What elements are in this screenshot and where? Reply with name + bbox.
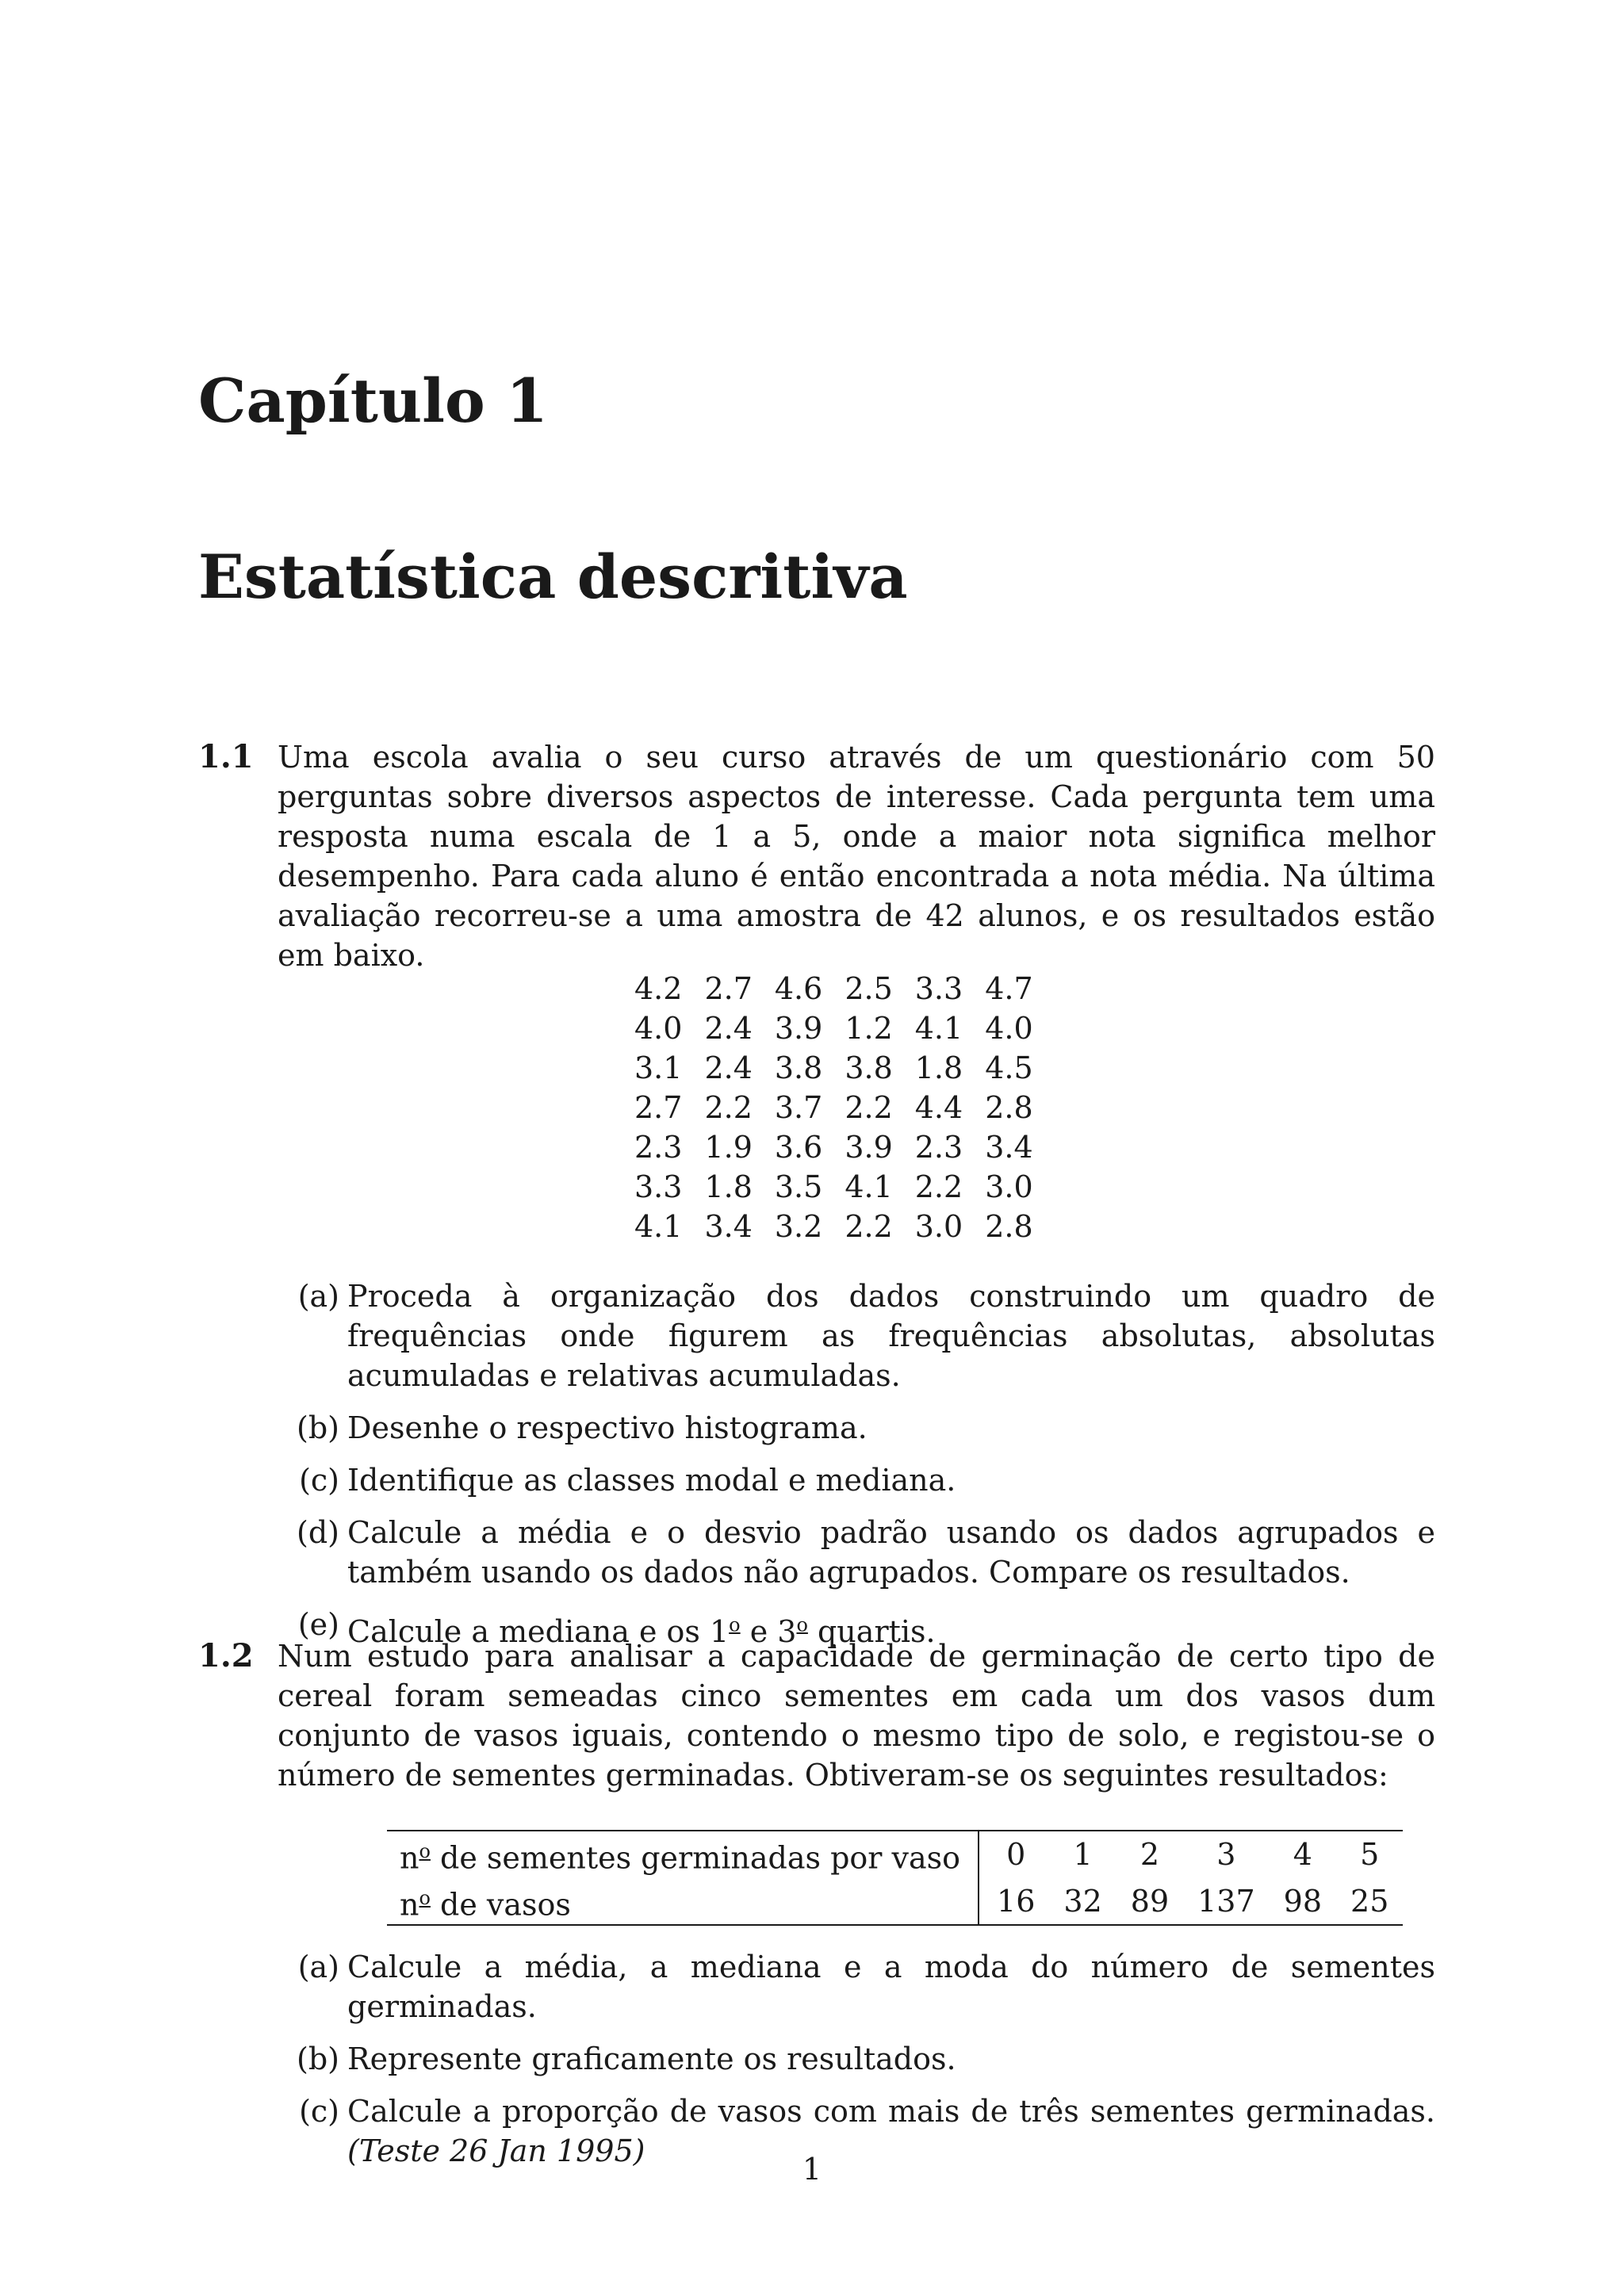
table-cell: 4 bbox=[1293, 1837, 1312, 1873]
table-cell: 2.4 bbox=[704, 1050, 753, 1085]
table-cell: 32 bbox=[1063, 1883, 1102, 1919]
problem-text: Num estudo para analisar a capacidade de germinação de certo tipo de cereal foram semeadas cinco sementes em cada um dos vasos dum conjunto de vasos iguais, contendo o mesmo tipo de solo, e registou-se o número de sementes germinadas. Obtiveram-se os seguintes resultados: bbox=[278, 1639, 1435, 1793]
table-cell: 2 bbox=[1139, 1837, 1160, 1873]
table-cell: 4.1 bbox=[845, 1169, 893, 1204]
table-cell: 2.2 bbox=[914, 1169, 963, 1204]
problem-1-1 bbox=[198, 737, 1435, 975]
table-cell: 4.1 bbox=[634, 1209, 683, 1244]
seed-table bbox=[387, 1830, 1403, 1926]
table-cell: 3.2 bbox=[774, 1209, 823, 1244]
page-number: 1 bbox=[802, 2152, 822, 2187]
item-text: Represente graficamente os resultados. bbox=[347, 2042, 956, 2076]
list-item bbox=[285, 1947, 1435, 2026]
item-label: (b) bbox=[297, 2042, 339, 2076]
row-label-part: de vasos bbox=[430, 1887, 571, 1923]
table-cell: 4.7 bbox=[985, 971, 1033, 1006]
table-cell: 3.8 bbox=[845, 1050, 893, 1085]
row-label bbox=[387, 1831, 979, 1878]
table-cell: 3.4 bbox=[985, 1130, 1033, 1165]
item-text-part: e 3 bbox=[740, 1613, 797, 1649]
table-cell: 4.1 bbox=[914, 1011, 963, 1046]
table-row bbox=[387, 1878, 1403, 1926]
table-cell: 4.0 bbox=[985, 1011, 1033, 1046]
list-item bbox=[285, 1276, 1435, 1395]
item-label: (e) bbox=[297, 1607, 339, 1642]
table-cell: 3.6 bbox=[774, 1130, 823, 1165]
table-cell: 2.2 bbox=[845, 1090, 893, 1125]
table-row bbox=[623, 1207, 1044, 1246]
table-cell: 2.7 bbox=[634, 1090, 683, 1125]
item-label: (a) bbox=[297, 1950, 339, 1984]
item-text: Calcule a proporção de vasos com mais de três sementes germinadas. bbox=[347, 2094, 1435, 2129]
table-cell: 137 bbox=[1197, 1883, 1255, 1919]
item-text-part: quartis. bbox=[807, 1613, 936, 1649]
table-row bbox=[623, 1088, 1044, 1127]
citation: (Teste 26 Jan 1995) bbox=[347, 2133, 645, 2168]
chapter-label: Capítulo 1 bbox=[198, 365, 549, 436]
item-text-part: Calcule a mediana e os 1 bbox=[347, 1613, 730, 1649]
item-text: Identifique as classes modal e mediana. bbox=[347, 1463, 956, 1498]
table-cell: 4.4 bbox=[914, 1090, 963, 1125]
item-text: Calcule a média, a mediana e a moda do número de sementes germinadas. bbox=[347, 1950, 1435, 2024]
table-cell: 4.6 bbox=[774, 971, 823, 1006]
table-cell: 3.9 bbox=[774, 1011, 823, 1046]
table-cell: 2.7 bbox=[704, 971, 753, 1006]
table-cell: 4.5 bbox=[985, 1050, 1033, 1085]
table-cell: 3.4 bbox=[704, 1209, 753, 1244]
table-cell: 3.1 bbox=[634, 1050, 683, 1085]
ordinal-sup: o bbox=[419, 1840, 431, 1862]
problem-1-1-items bbox=[285, 1276, 1435, 1664]
problem-number: 1.2 bbox=[198, 1637, 254, 1674]
data-table bbox=[623, 969, 1044, 1246]
table-cell: 2.3 bbox=[634, 1130, 683, 1165]
item-label: (a) bbox=[297, 1279, 339, 1314]
table-cell: 98 bbox=[1283, 1883, 1323, 1919]
table-cell: 2.2 bbox=[704, 1090, 753, 1125]
table-cell: 16 bbox=[997, 1883, 1036, 1919]
item-text: Calcule a média e o desvio padrão usando os dados agrupados e também usando os dados não agrupados. Compare os resultados. bbox=[347, 1515, 1435, 1590]
row-label bbox=[387, 1878, 979, 1926]
table-cell: 3.0 bbox=[914, 1209, 963, 1244]
item-label: (c) bbox=[299, 2094, 339, 2129]
list-item bbox=[285, 1460, 1435, 1500]
table-cell: 2.2 bbox=[845, 1209, 893, 1244]
row-label-part: de sementes germinadas por vaso bbox=[430, 1840, 961, 1876]
table-row bbox=[623, 1127, 1044, 1167]
table-cell: 3.5 bbox=[774, 1169, 823, 1204]
table-cell: 3.7 bbox=[774, 1090, 823, 1125]
problem-1-2 bbox=[198, 1636, 1435, 1795]
table-cell: 2.8 bbox=[985, 1090, 1033, 1125]
row-label-part: n bbox=[400, 1840, 419, 1876]
ordinal-sup: o bbox=[419, 1886, 431, 1909]
table-row bbox=[623, 969, 1044, 1008]
problem-text: Uma escola avalia o seu curso através de um questionário com 50 perguntas sobre diversos aspectos de interesse. Cada pergunta tem uma resposta numa escala de 1 a 5, onde a maior nota significa melhor desempenho. Para cada aluno é então encontrada a nota média. Na última avaliação recorreu-se a uma amostra de 42 alunos, e os resultados estão em baixo. bbox=[278, 740, 1435, 973]
table-cell: 89 bbox=[1130, 1883, 1170, 1919]
table-cell: 3.3 bbox=[914, 971, 963, 1006]
table-cell: 5 bbox=[1360, 1837, 1380, 1873]
table-cell: 4.2 bbox=[634, 971, 683, 1006]
table-cell: 2.3 bbox=[914, 1130, 963, 1165]
table-row bbox=[387, 1831, 1403, 1878]
table-cell: 3.0 bbox=[985, 1169, 1033, 1204]
table-cell: 1.2 bbox=[845, 1011, 893, 1046]
list-item bbox=[285, 1513, 1435, 1592]
table-row bbox=[623, 1048, 1044, 1088]
item-label: (c) bbox=[299, 1463, 339, 1498]
table-cell: 1.8 bbox=[914, 1050, 963, 1085]
table-row bbox=[623, 1008, 1044, 1048]
ordinal-sup: o bbox=[729, 1613, 741, 1636]
list-item bbox=[285, 1408, 1435, 1448]
item-label: (b) bbox=[297, 1410, 339, 1445]
row-label-part: n bbox=[400, 1887, 419, 1923]
table-cell: 25 bbox=[1350, 1883, 1389, 1919]
table-cell: 0 bbox=[1006, 1837, 1026, 1873]
item-text: Proceda à organização dos dados construindo um quadro de frequências onde figurem as frequências absolutas, absolutas acumuladas e relativas acumuladas. bbox=[347, 1279, 1435, 1393]
table-cell: 3.9 bbox=[845, 1130, 893, 1165]
problem-number: 1.1 bbox=[198, 738, 254, 775]
table-cell: 2.8 bbox=[985, 1209, 1033, 1244]
table-cell: 1.8 bbox=[704, 1169, 753, 1204]
list-item bbox=[285, 2039, 1435, 2079]
item-label: (d) bbox=[297, 1515, 339, 1550]
table-cell: 3.8 bbox=[774, 1050, 823, 1085]
table-row bbox=[623, 1167, 1044, 1207]
table-cell: 1 bbox=[1073, 1837, 1093, 1873]
chapter-title: Estatística descritiva bbox=[198, 541, 908, 612]
table-cell: 3.3 bbox=[634, 1169, 683, 1204]
table-cell: 2.5 bbox=[845, 971, 893, 1006]
table-cell: 4.0 bbox=[634, 1011, 683, 1046]
table-cell: 1.9 bbox=[704, 1130, 753, 1165]
problem-1-2-items bbox=[285, 1947, 1435, 2183]
item-text: Desenhe o respectivo histograma. bbox=[347, 1410, 868, 1445]
table-cell: 2.4 bbox=[704, 1011, 753, 1046]
ordinal-sup: o bbox=[796, 1613, 808, 1636]
table-cell: 3 bbox=[1216, 1837, 1236, 1873]
